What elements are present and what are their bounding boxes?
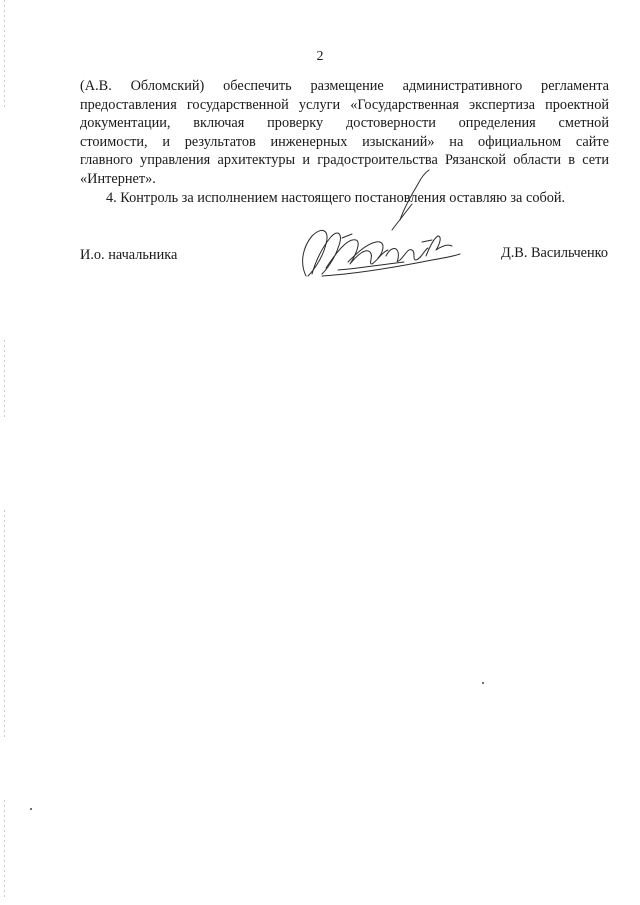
scan-speck xyxy=(30,808,32,810)
scan-edge-mark xyxy=(4,510,5,740)
paragraph-line: документации, включая проверку достоверности определения сметной xyxy=(80,115,609,131)
page-number: 2 xyxy=(316,49,324,64)
paragraph-line: стоимости, и результатов инженерных изысканий» на официальном сайте xyxy=(80,133,609,150)
item-4-text: 4. Контроль за исполнением настоящего постановления оставляю за собой. xyxy=(106,190,566,206)
scan-speck xyxy=(482,682,484,684)
scan-edge-mark xyxy=(4,340,5,420)
handwritten-signature xyxy=(282,164,472,288)
paragraph-line: (А.В. Обломский) обеспечить размещение административного регламента xyxy=(80,78,609,94)
paragraph-line: предоставления государственной услуги «Государственная экспертиза проектной xyxy=(80,96,609,113)
signer-title: И.о. начальника xyxy=(80,247,178,263)
paragraph-line: «Интернет». xyxy=(80,170,156,187)
paragraph-line: главного управления архитектуры и градостроительства Рязанской области в сети xyxy=(80,152,609,168)
signer-name: Д.В. Васильченко xyxy=(500,245,608,261)
scan-edge-mark xyxy=(4,800,5,900)
